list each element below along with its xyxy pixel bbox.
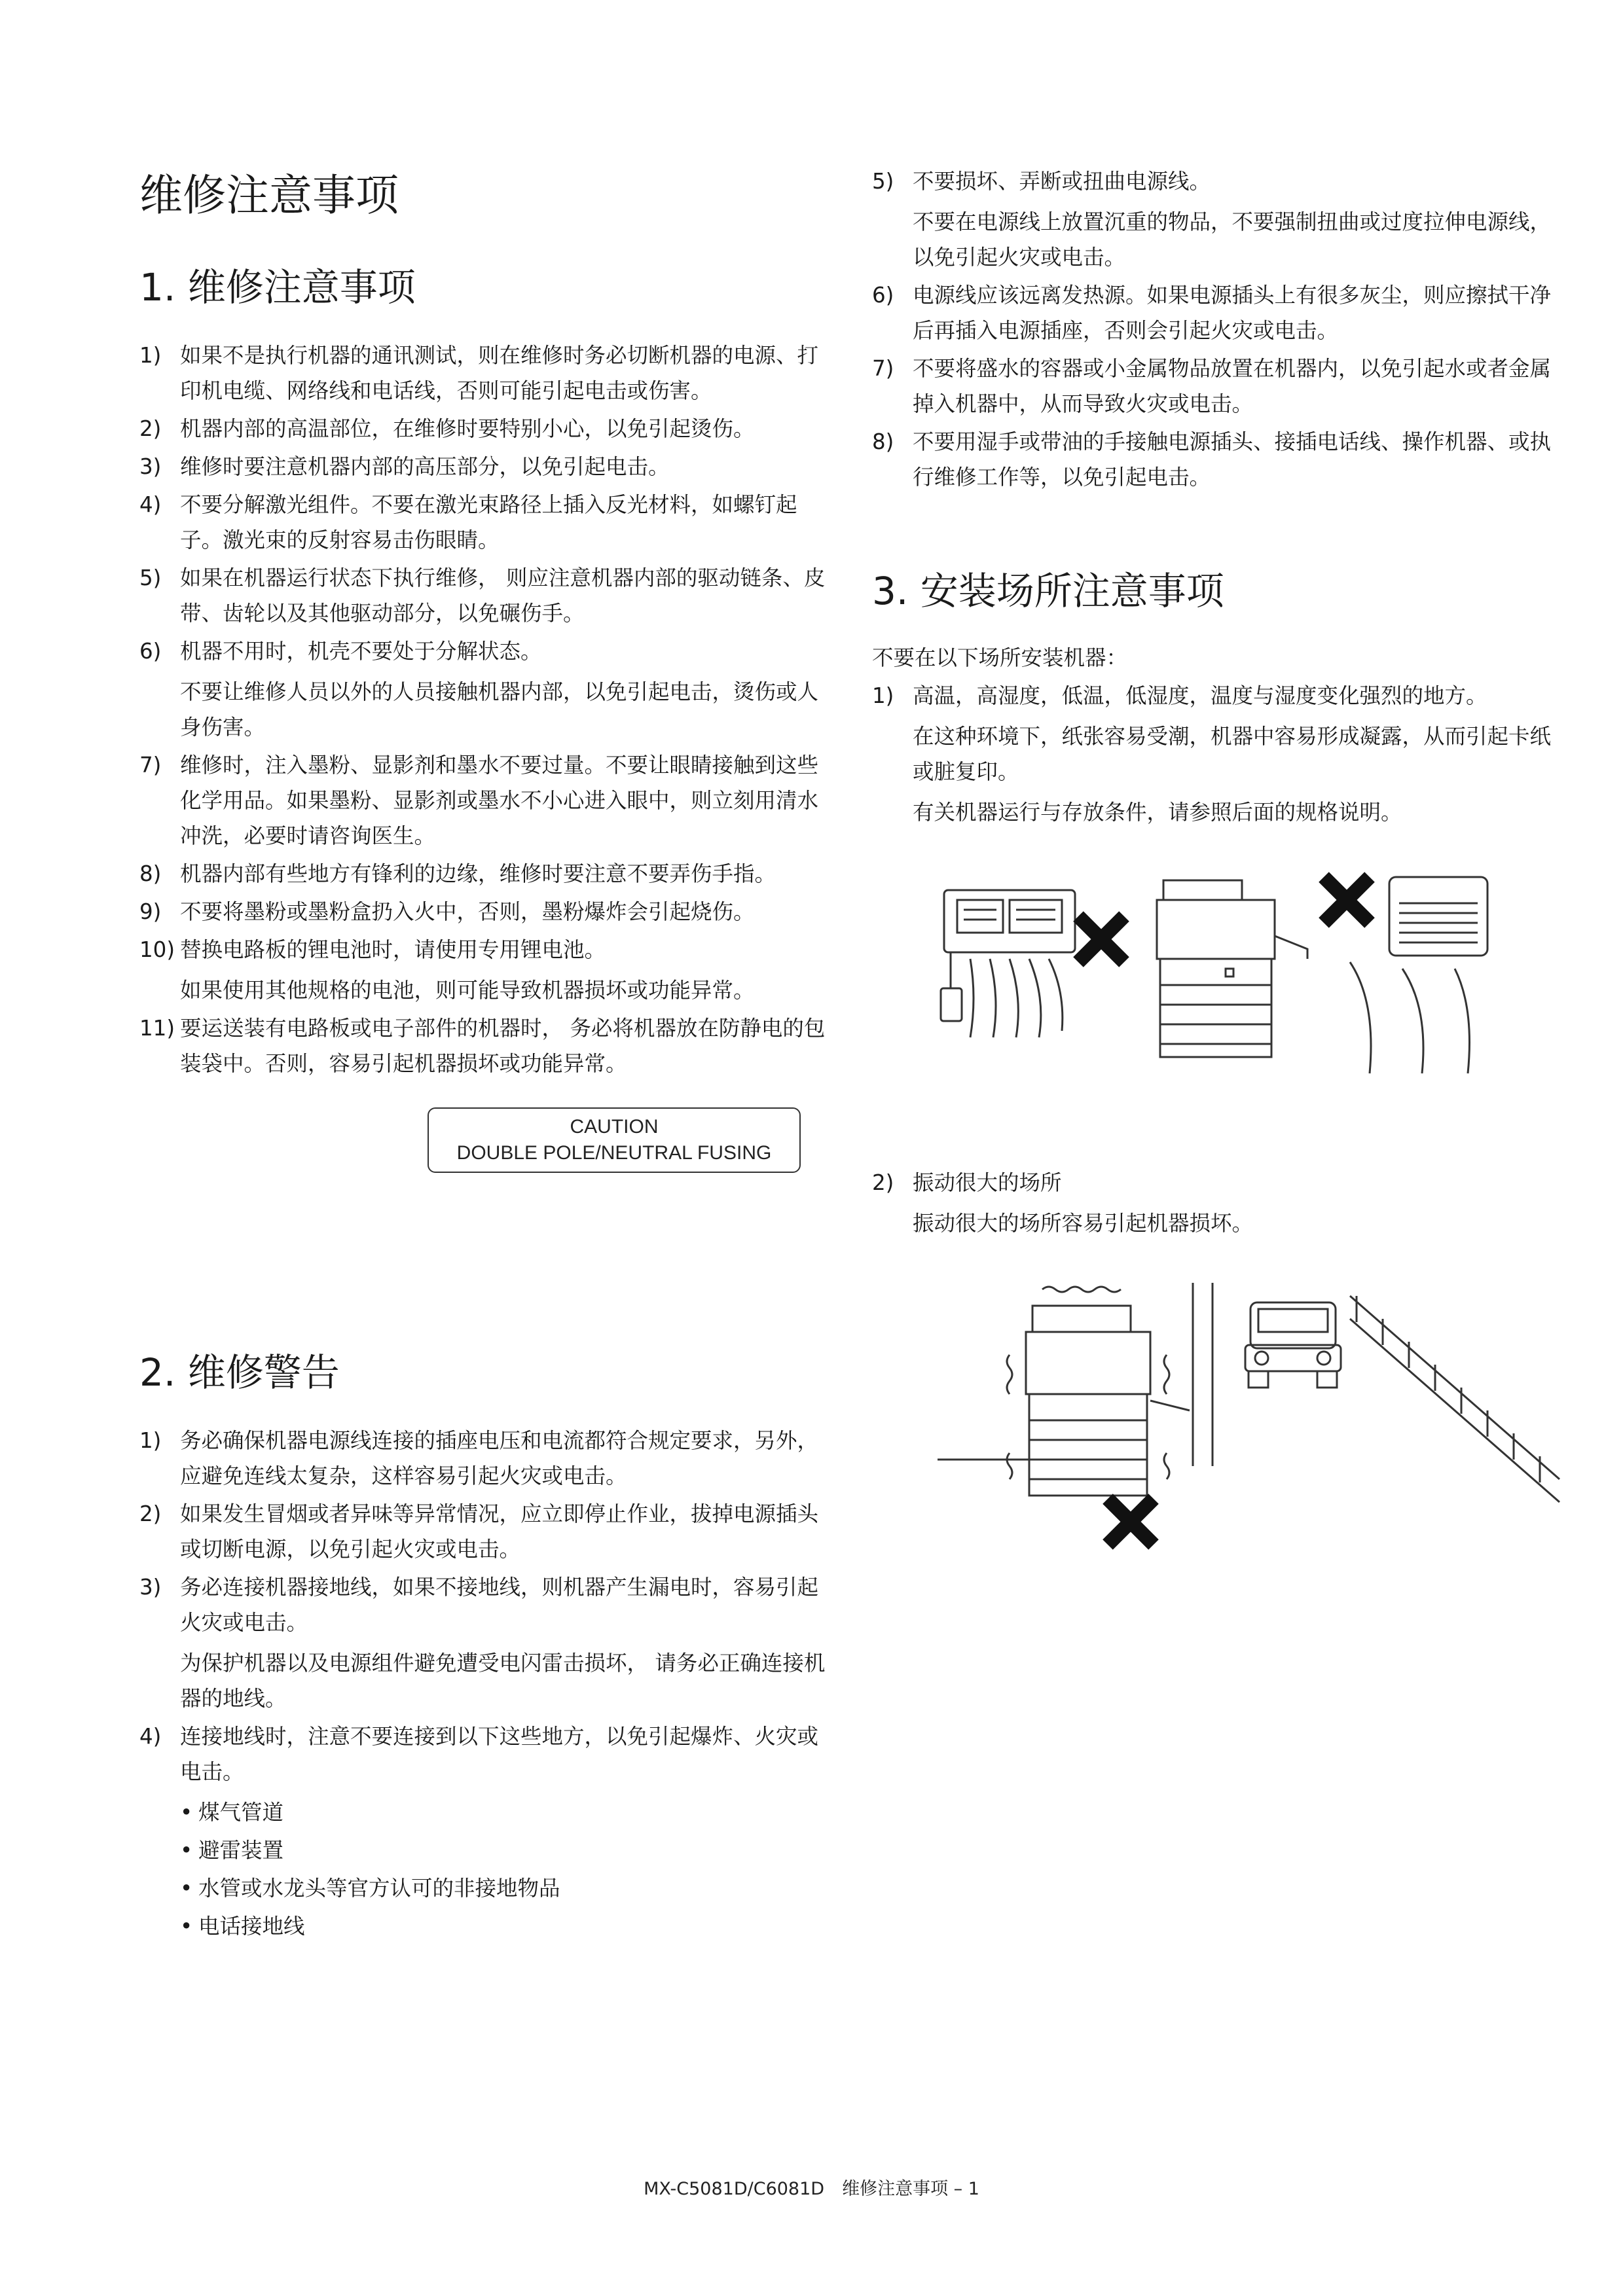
item-text: 如果不是执行机器的通讯测试，则在维修时务必切断机器的电源、打印机电缆、网络线和电话线，否则可能引起电击或伤害。 — [180, 343, 819, 403]
list-item — [872, 678, 1569, 830]
section3-intro: 不要在以下场所安装机器： — [872, 645, 1128, 670]
section3-list-1 — [872, 678, 1569, 833]
list-item — [139, 634, 828, 745]
page-footer: MX-C5081D/C6081D 维修注意事项 – 1 — [644, 2179, 979, 2199]
list-item — [139, 411, 828, 446]
heat-source-illustration — [931, 864, 1586, 1080]
item-text: 机器内部的高温部位，在维修时要特别小心，以免引起烫伤。 — [180, 416, 755, 441]
list-item — [139, 338, 828, 408]
list-item — [872, 351, 1569, 422]
list-item — [139, 932, 828, 1008]
list-item — [139, 1423, 828, 1494]
list-item — [139, 1570, 828, 1716]
item-number: 11) — [139, 1016, 175, 1041]
item-text: 连接地线时，注意不要连接到以下这些地方，以免引起爆炸、火灾或电击。 — [180, 1724, 819, 1784]
section3-heading: 3. 安装场所注意事项 — [872, 569, 1224, 613]
section1-heading: 1. 维修注意事项 — [139, 265, 416, 310]
caution-text: DOUBLE POLE/NEUTRAL FUSING — [456, 1142, 772, 1164]
item-text: 如果在机器运行状态下执行维修， 则应注意机器内部的驱动链条、皮带、齿轮以及其他驱动部分，以免碾伤手。 — [180, 565, 826, 626]
item-number: 9) — [139, 899, 162, 924]
bullet-item: • 煤气管道 — [180, 1795, 828, 1830]
item-number: 1) — [139, 343, 162, 368]
item-text: 不要用湿手或带油的手接触电源插头、接插电话线、操作机器、或执行维修工作等，以免引起电击。 — [913, 429, 1552, 490]
item-text: 不要将盛水的容器或小金属物品放置在机器内，以免引起水或者金属掉入机器中，从而导致火灾或电击。 — [913, 356, 1552, 416]
section2-list — [139, 1423, 828, 1946]
item-text: 电源线应该远离发热源。如果电源插头上有很多灰尘，则应擦拭干净后再插入电源插座，否则会引起火灾或电击。 — [913, 283, 1552, 343]
car-icon — [1245, 1302, 1341, 1388]
item-subtext: 不要让维修人员以外的人员接触机器内部，以免引起电击，烫伤或人身伤害。 — [180, 679, 819, 740]
item-text: 要运送装有电路板或电子部件的机器时， 务必将机器放在防静电的包装袋中。否则，容易引起机器损坏或功能异常。 — [180, 1016, 826, 1076]
copier-icon — [938, 1283, 1213, 1496]
item-number: 2) — [139, 1501, 162, 1526]
item-number: 8) — [139, 861, 162, 886]
item-text: 如果发生冒烟或者异味等异常情况，应立即停止作业，拔掉电源插头或切断电源，以免引起火灾或电击。 — [180, 1501, 819, 1562]
item-number: 3) — [139, 454, 162, 479]
list-item — [872, 424, 1569, 495]
list-item — [139, 1011, 828, 1081]
bullet-item: • 避雷装置 — [180, 1833, 828, 1868]
list-item — [139, 560, 828, 631]
item-subtext: 在这种环境下，纸张容易受潮，机器中容易形成凝露，从而引起卡纸或脏复印。 — [913, 724, 1552, 784]
list-item — [139, 449, 828, 484]
caution-title: CAUTION — [570, 1116, 659, 1138]
cross-icon — [1324, 877, 1370, 923]
item-text: 不要损坏、弄断或扭曲电源线。 — [913, 169, 1211, 194]
item-text: 务必连接机器接地线，如果不接地线，则机器产生漏电时，容易引起火灾或电击。 — [180, 1575, 819, 1635]
item-number: 4) — [139, 492, 162, 517]
caution-label — [428, 1107, 801, 1173]
item-number: 3) — [139, 1575, 162, 1600]
item-subtext: 不要在电源线上放置沉重的物品，不要强制扭曲或过度拉伸电源线，以免引起火灾或电击。 — [913, 209, 1552, 270]
air-conditioner-icon — [941, 890, 1075, 1037]
item-text: 机器内部有些地方有锋利的边缘，维修时要注意不要弄伤手指。 — [180, 861, 776, 886]
bullet-item: • 电话接地线 — [180, 1909, 828, 1944]
cross-icon — [1108, 1499, 1154, 1545]
item-text: 机器不用时，机壳不要处于分解状态。 — [180, 639, 542, 664]
section2-heading: 2. 维修警告 — [139, 1350, 340, 1395]
item-text: 替换电路板的锂电池时，请使用专用锂电池。 — [180, 937, 606, 962]
item-number: 5) — [872, 169, 894, 194]
bullet-list — [180, 1795, 828, 1944]
list-item — [872, 164, 1569, 275]
list-item — [139, 747, 828, 853]
item-number: 8) — [872, 429, 894, 454]
list-item — [872, 278, 1569, 348]
item-text: 不要分解激光组件。不要在激光束路径上插入反光材料，如螺钉起子。激光束的反射容易击伤眼睛。 — [180, 492, 797, 552]
item-number: 10) — [139, 937, 175, 962]
bullet-item: • 水管或水龙头等官方认可的非接地物品 — [180, 1871, 828, 1906]
item-subtext: 振动很大的场所容易引起机器损坏。 — [913, 1211, 1254, 1236]
item-number: 1) — [139, 1428, 162, 1453]
section3-list-2 — [872, 1165, 1569, 1244]
item-number: 7) — [872, 356, 894, 381]
section1-list — [139, 338, 828, 1084]
item-subtext: 为保护机器以及电源组件避免遭受电闪雷击损坏， 请务必正确连接机器的地线。 — [180, 1651, 826, 1711]
list-item — [139, 1496, 828, 1567]
list-item — [139, 856, 828, 891]
item-text: 维修时要注意机器内部的高压部分，以免引起电击。 — [180, 454, 670, 479]
item-number: 4) — [139, 1724, 162, 1749]
cross-icon — [1078, 916, 1124, 962]
item-number: 2) — [139, 416, 162, 441]
list-item — [139, 1719, 828, 1944]
item-text: 振动很大的场所 — [913, 1170, 1062, 1195]
item-text: 维修时，注入墨粉、显影剂和墨水不要过量。不要让眼睛接触到这些化学用品。如果墨粉、显影剂或墨水不小心进入眼中，则立刻用清水冲洗，必要时请咨询医生。 — [180, 753, 819, 848]
vibration-illustration — [938, 1283, 1566, 1571]
list-item — [139, 894, 828, 929]
page-title: 维修注意事项 — [139, 170, 399, 221]
item-subtext: 如果使用其他规格的电池，则可能导致机器损坏或功能异常。 — [180, 978, 755, 1003]
item-number: 2) — [872, 1170, 894, 1195]
item-number: 6) — [872, 283, 894, 308]
item-text: 高温，高湿度，低温，低湿度，温度与湿度变化强烈的地方。 — [913, 683, 1487, 708]
copier-icon — [1157, 880, 1307, 1057]
list-item — [139, 487, 828, 558]
item-number: 1) — [872, 683, 894, 708]
item-text: 务必确保机器电源线连接的插座电压和电流都符合规定要求，另外，应避免连线太复杂，这样容易引起火灾或电击。 — [180, 1428, 819, 1488]
item-number: 7) — [139, 753, 162, 778]
item-number: 6) — [139, 639, 162, 664]
item-number: 5) — [139, 565, 162, 590]
list-item — [872, 1165, 1569, 1241]
heater-icon — [1350, 877, 1487, 1073]
item-text: 不要将墨粉或墨粉盒扔入火中，否则，墨粉爆炸会引起烧伤。 — [180, 899, 755, 924]
item-subtext: 有关机器运行与存放条件，请参照后面的规格说明。 — [913, 800, 1402, 825]
section1-continued-list — [872, 164, 1569, 497]
railroad-icon — [1350, 1296, 1559, 1502]
